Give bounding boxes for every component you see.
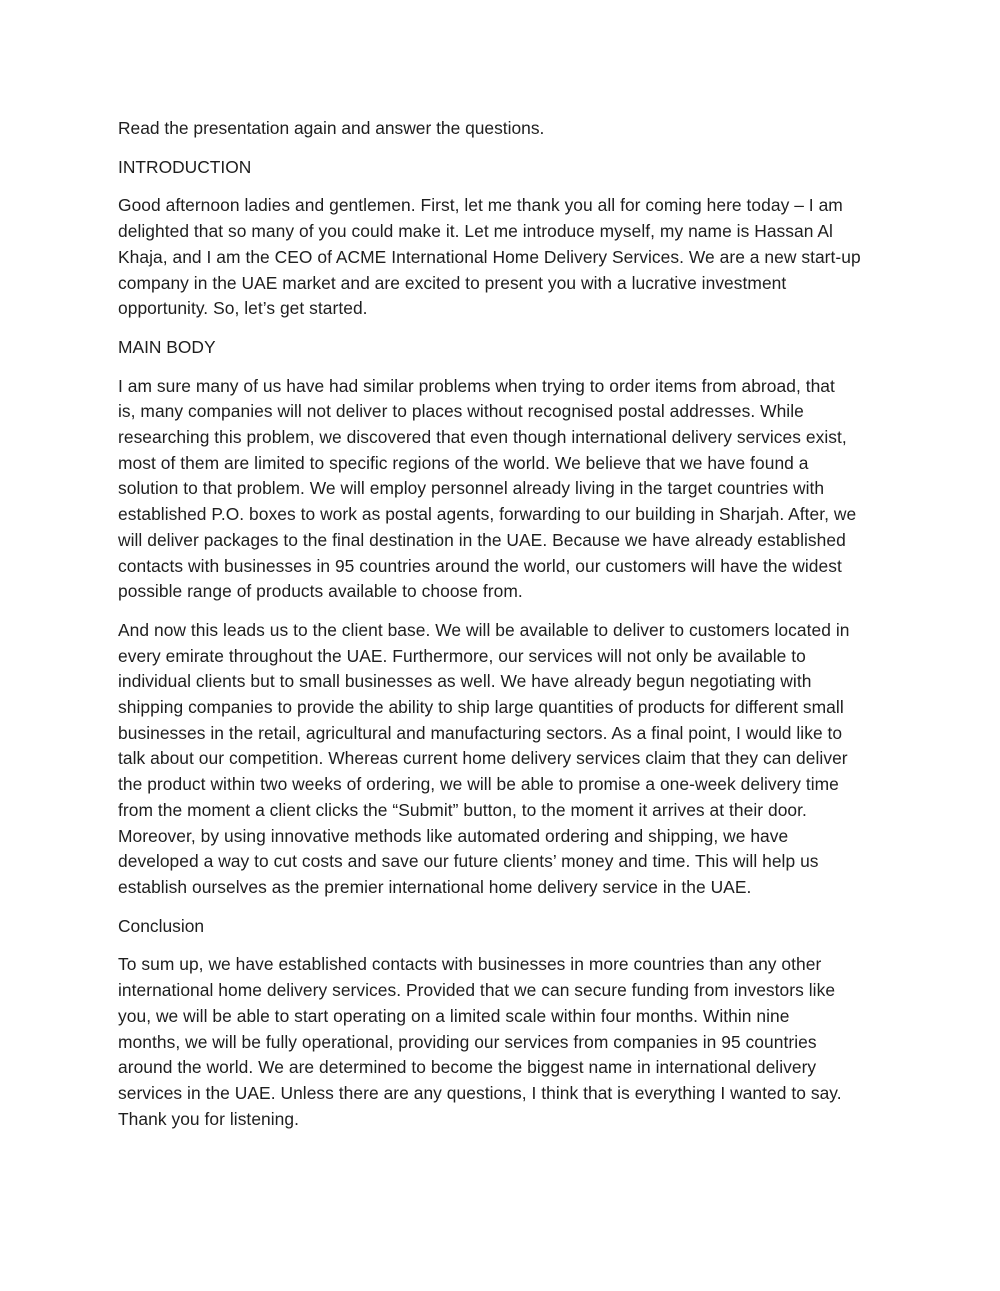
- paragraph-line: Moreover, by using innovative methods like automated ordering and shipping, we have: [118, 825, 789, 846]
- paragraph-line: around the world. We are determined to become the biggest name in international delivery: [118, 1057, 817, 1078]
- paragraph-line: delighted that so many of you could make it. Let me introduce myself, my name is Hassan Al: [118, 221, 833, 242]
- paragraph-line: international home delivery services. Provided that we can secure funding from investors like: [118, 980, 836, 1001]
- paragraph-line: solution to that problem. We will employ personnel already living in the target countries with: [118, 478, 825, 499]
- paragraph-line: developed a way to cut costs and save our future clients’ money and time. This will help us: [118, 851, 819, 872]
- paragraph-line: talk about our competition. Whereas current home delivery services claim that they can deliver: [118, 748, 848, 769]
- paragraph-line: opportunity. So, let’s get started.: [118, 298, 368, 319]
- paragraph-line: I am sure many of us have had similar problems when trying to order items from abroad, that: [118, 375, 835, 396]
- paragraph-line: established P.O. boxes to work as postal agents, forwarding to our building in Sharjah. After, we: [118, 504, 857, 525]
- paragraph-line: Thank you for listening.: [118, 1108, 299, 1129]
- paragraph-line: most of them are limited to specific regions of the world. We believe that we have found a: [118, 452, 809, 473]
- paragraph-line: the product within two weeks of ordering, we will be able to promise a one-week delivery time: [118, 774, 839, 795]
- paragraph-line: researching this problem, we discovered that even though international delivery services exist,: [118, 427, 847, 448]
- paragraph-line: is, many companies will not deliver to places without recognised postal addresses. While: [118, 401, 804, 422]
- paragraph-line: services in the UAE. Unless there are any questions, I think that is everything I wanted to say.: [118, 1082, 842, 1103]
- introduction-paragraph: [118, 193, 888, 322]
- paragraph-line: establish ourselves as the premier international home delivery service in the UAE.: [118, 876, 752, 897]
- document-page: [118, 116, 888, 1132]
- main-body-heading: MAIN BODY: [118, 336, 216, 357]
- main-body-paragraph-2: [118, 618, 888, 901]
- instruction-text: Read the presentation again and answer the questions.: [118, 118, 545, 138]
- paragraph-line: possible range of products available to choose from.: [118, 581, 523, 602]
- paragraph-line: you, we will be able to start operating on a limited scale within four months. Within nine: [118, 1005, 790, 1026]
- paragraph-line: To sum up, we have established contacts with businesses in more countries than any other: [118, 954, 822, 975]
- paragraph-line: individual clients but to small businesses as well. We have already begun negotiating with: [118, 671, 812, 692]
- main-body-paragraph-1: [118, 374, 888, 605]
- paragraph-line: will deliver packages to the final destination in the UAE. Because we have already established: [118, 529, 846, 550]
- paragraph-line: Khaja, and I am the CEO of ACME International Home Delivery Services. We are a new start-up: [118, 246, 861, 267]
- introduction-heading: INTRODUCTION: [118, 156, 252, 177]
- conclusion-paragraph: [118, 952, 888, 1132]
- paragraph-line: company in the UAE market and are excited to present you with a lucrative investment: [118, 272, 787, 293]
- paragraph-line: months, we will be fully operational, providing our services from companies in 95 countries: [118, 1031, 817, 1052]
- paragraph-line: contacts with businesses in 95 countries around the world, our customers will have the widest: [118, 555, 842, 576]
- paragraph-line: every emirate throughout the UAE. Furthermore, our services will not only be available to: [118, 645, 806, 666]
- paragraph-line: shipping companies to provide the ability to ship large quantities of products for different small: [118, 697, 844, 718]
- paragraph-line: from the moment a client clicks the “Submit” button, to the moment it arrives at their door.: [118, 799, 807, 820]
- paragraph-line: businesses in the retail, agricultural and manufacturing sectors. As a final point, I would like to: [118, 722, 843, 743]
- paragraph-line: Good afternoon ladies and gentlemen. First, let me thank you all for coming here today – I am: [118, 195, 843, 216]
- conclusion-heading: Conclusion: [118, 915, 205, 936]
- paragraph-line: And now this leads us to the client base. We will be available to deliver to customers located in: [118, 619, 850, 640]
